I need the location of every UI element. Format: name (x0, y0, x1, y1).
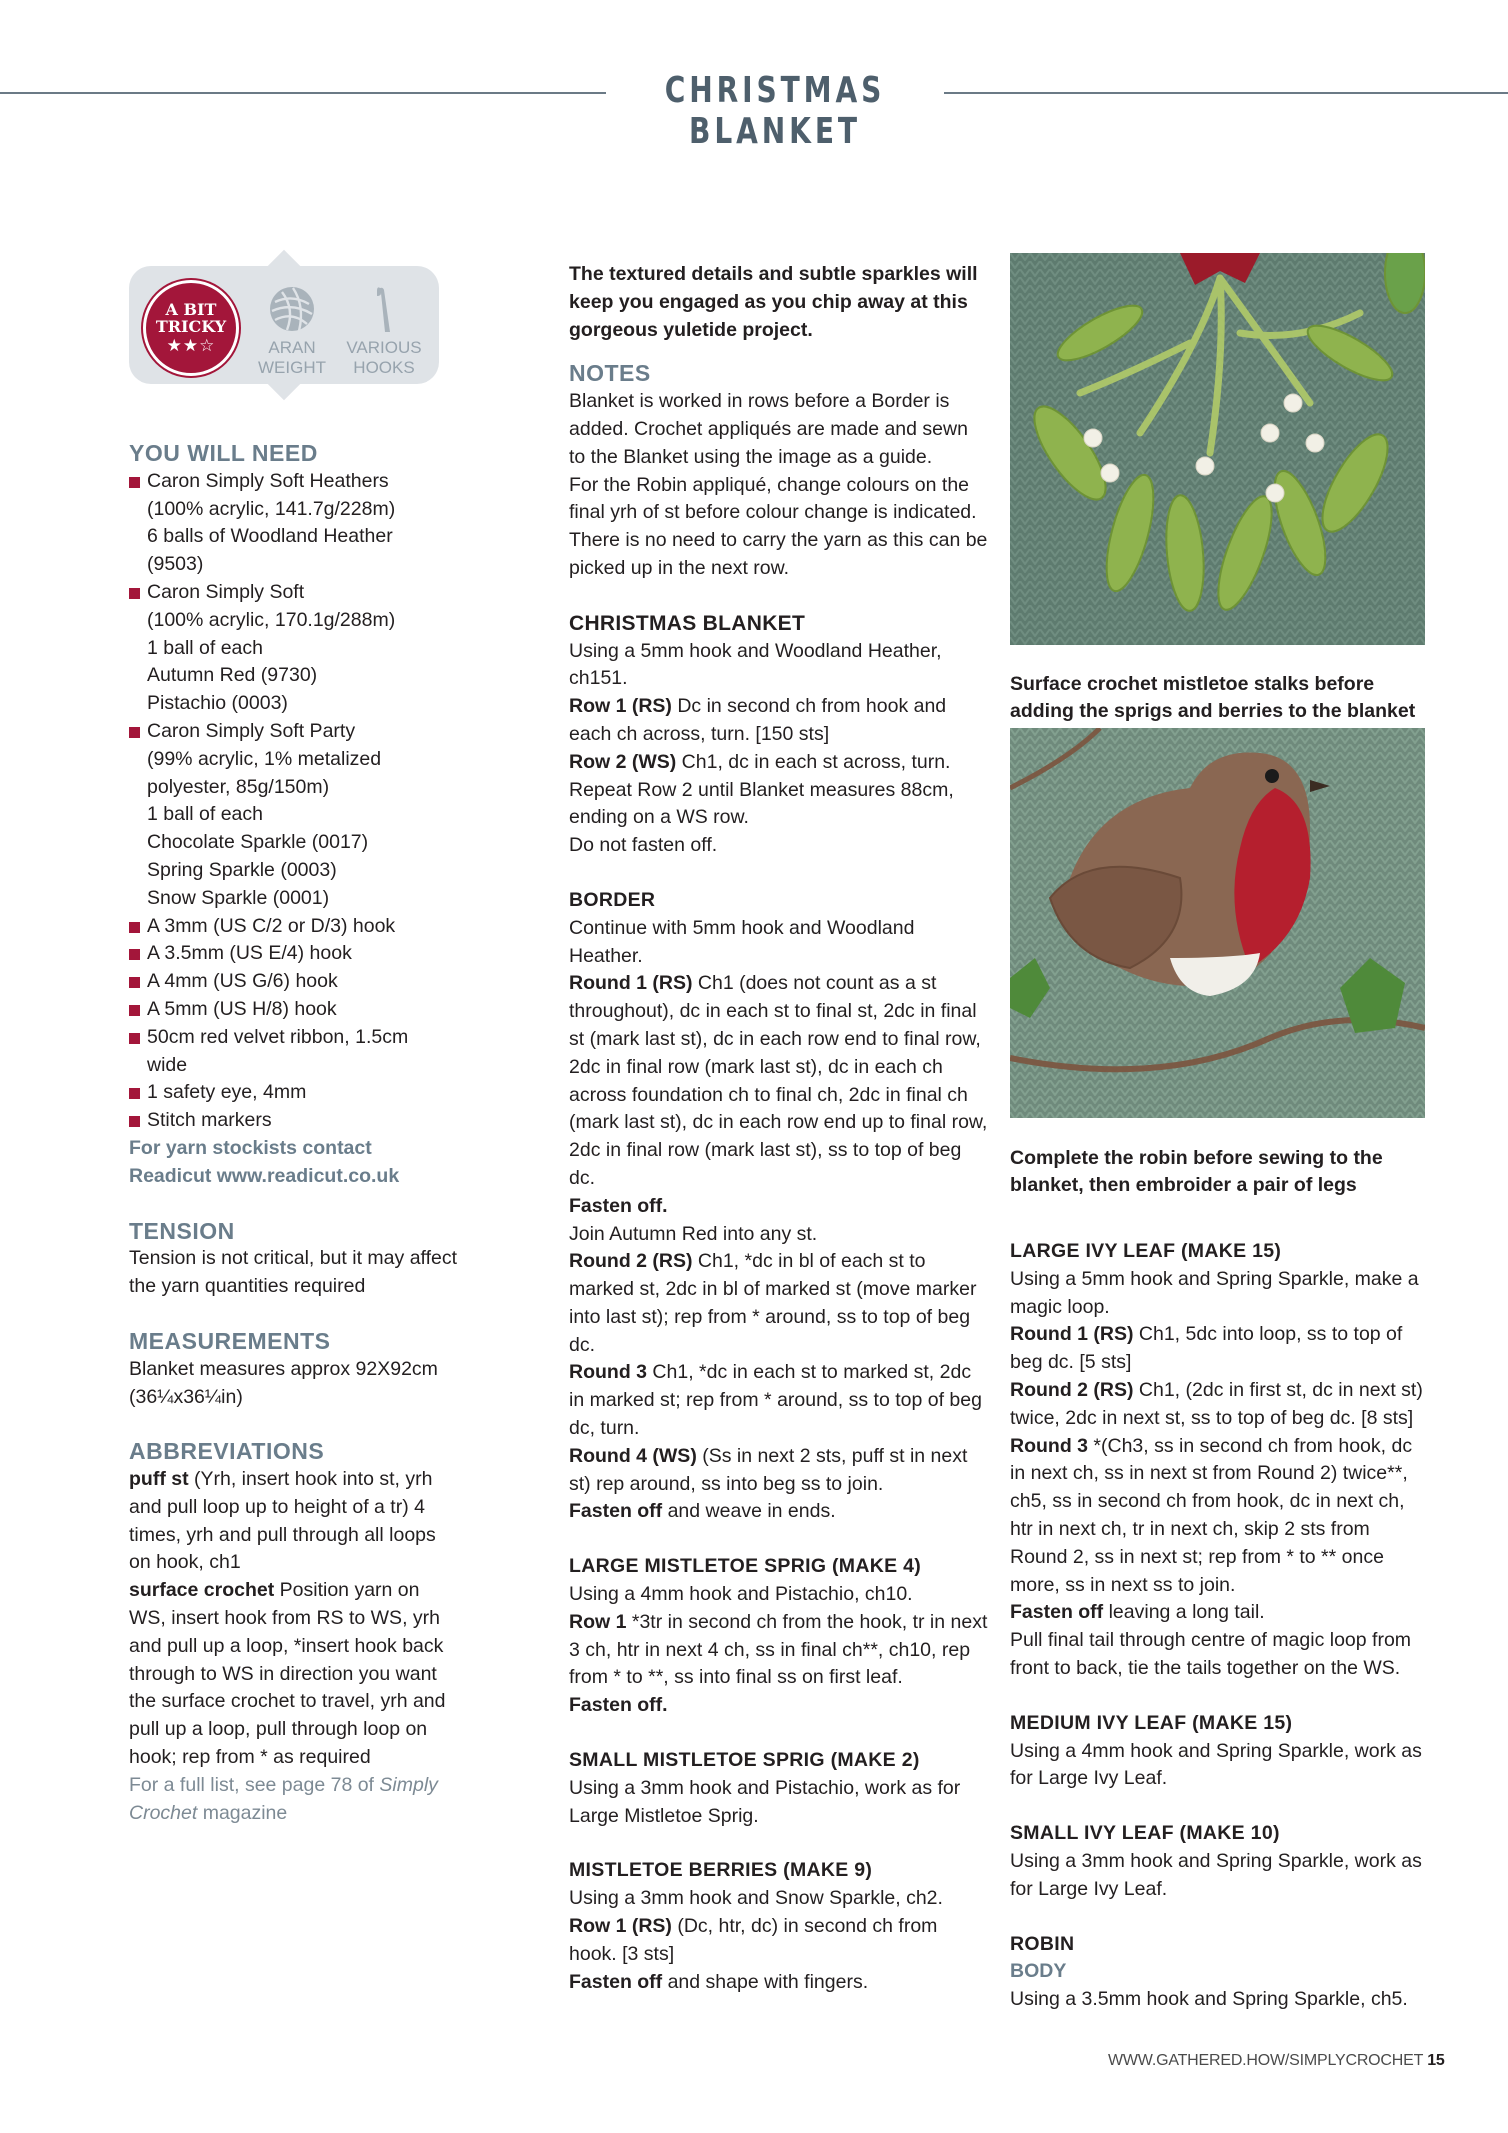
tension-text: Tension is not critical, but it may affect the yarn quantities required (129, 1247, 458, 1298)
bullet-icon (129, 977, 140, 988)
list-item: A 5mm (US H/8) hook (129, 996, 459, 1024)
bullet-icon (129, 477, 140, 488)
berries-heading: MISTLETOE BERRIES (MAKE 9) (569, 1859, 873, 1882)
robin-body-subheading: BODY (1010, 1960, 1067, 1983)
robin-photo (1010, 728, 1425, 1118)
list-item: 50cm red velvet ribbon, 1.5cm wide (129, 1024, 459, 1080)
bullet-icon (129, 1088, 140, 1099)
list-item: A 3.5mm (US E/4) hook (129, 940, 459, 968)
large-ivy-round3: Round 3 *(Ch3, ss in second ch from hook, dc in next ch, ss in next st from Round 2) twice**, ch5, ss in second ch from hook, dc in next ch, htr in next ch, tr in next ch, skip 2 sts from Round 2, ss in next st; rep from * to ** once more, ss in next ss to join. (1010, 1434, 1413, 1596)
small-ivy-heading: SMALL IVY LEAF (MAKE 10) (1010, 1822, 1280, 1845)
large-mistletoe-fasten: Fasten off. (569, 1694, 668, 1717)
header-rule-left (0, 92, 606, 94)
list-item: Caron Simply Soft Party (99% acrylic, 1% metalized polyester, 85g/150m) 1 ball of each Chocolate Sparkle (0017) Spring Sparkle (0003) Snow Sparkle (0001) (129, 718, 459, 913)
large-ivy-round2: Round 2 (RS) Ch1, (2dc in first st, dc in next st) twice, 2dc in next st, ss to top of beg dc. [8 sts] (1010, 1378, 1423, 1429)
large-mistletoe-row1: Row 1 *3tr in second ch from the hook, tr in next 3 ch, htr in next 4 ch, ss in final ch**, ch10, rep from * to **, ss into final ss on first leaf. (569, 1610, 988, 1689)
bullet-icon (129, 1033, 140, 1044)
yarn-weight (247, 284, 337, 378)
abbrev-puff-st: puff st (Yrh, insert hook into st, yrh and pull loop up to height of a tr) 4 times, yrh and pull through all loops on hook, ch1 (129, 1468, 436, 1574)
large-ivy-p1: Using a 5mm hook and Spring Sparkle, make a magic loop. (1010, 1267, 1419, 1318)
weight-line1: ARAN (268, 338, 316, 357)
small-mistletoe-p1: Using a 3mm hook and Pistachio, work as for Large Mistletoe Sprig. (569, 1776, 961, 1827)
border-round1: Round 1 (RS) Ch1 (does not count as a st throughout), dc in each st to final st, 2dc in final st (mark last st), dc in each row end to final row, 2dc in final row (mark last st), dc in each ch across foundation ch to final ch, 2dc in final ch (mark last st), dc in each row end up to final row, 2dc in final row (mark last st), ss to top of beg dc. (569, 972, 988, 1189)
medium-ivy-p1: Using a 4mm hook and Spring Sparkle, work as for Large Ivy Leaf. (1010, 1739, 1422, 1790)
border-p1: Continue with 5mm hook and Woodland Heather. (569, 916, 915, 967)
middle-column (569, 261, 989, 1996)
blanket-repeat: Repeat Row 2 until Blanket measures 88cm, ending on a WS row. (569, 778, 954, 829)
berries-p1: Using a 3mm hook and Snow Sparkle, ch2. (569, 1887, 943, 1910)
large-ivy-pull: Pull final tail through centre of magic loop from front to back, tie the tails together on the WS. (1010, 1629, 1412, 1679)
difficulty-badge (143, 280, 239, 376)
bullet-icon (129, 727, 140, 738)
border-fasten1: Fasten off. (569, 1194, 668, 1217)
yarn-ball-icon (267, 284, 317, 334)
footer-url[interactable]: WWW.GATHERED.HOW/SIMPLYCROCHET (1108, 2052, 1424, 2069)
large-ivy-heading: LARGE IVY LEAF (MAKE 15) (1010, 1240, 1282, 1262)
medium-ivy-heading: MEDIUM IVY LEAF (MAKE 15) (1010, 1711, 1293, 1734)
page-number: 15 (1427, 2052, 1445, 2069)
bullet-icon (129, 1005, 140, 1016)
skill-badge (129, 256, 439, 394)
blanket-p1: Using a 5mm hook and Woodland Heather, ch151. (569, 639, 942, 690)
mistletoe-caption: Surface crochet mistletoe stalks before adding the sprigs and berries to the blanket (1010, 672, 1416, 723)
difficulty-line2: TRICKY (155, 317, 227, 336)
bullet-icon (129, 922, 140, 933)
right-column (1010, 1238, 1425, 2014)
intro-text: The textured details and subtle sparkles will keep you engaged as you chip away at this gorgeous yuletide project. (569, 263, 978, 341)
crochet-hook-icon (359, 284, 409, 334)
list-item: 1 safety eye, 4mm (129, 1079, 459, 1107)
border-fasten2: Fasten off and weave in ends. (569, 1500, 836, 1523)
notes-heading: NOTES (569, 360, 651, 387)
header-rule-right (944, 92, 1508, 94)
hooks-line1: VARIOUS (346, 338, 422, 357)
mistletoe-photo (1010, 253, 1425, 645)
abbrev-surface-crochet: surface crochet Position yarn on WS, insert hook from RS to WS, yrh and pull up a loop, *insert hook back through to WS in direction you want the surface crochet to travel, yrh and pull up a loop, pull through loop on hook; rep from * as required (129, 1579, 446, 1769)
difficulty-stars: ★★☆ (166, 336, 216, 355)
notes-p2: For the Robin appliqué, change colours on the final yrh of st before colour change is indicated. There is no need to carry the yarn as this can be picked up in the next row. (569, 473, 988, 579)
difficulty-line1: A BIT (165, 300, 217, 319)
you-will-need-heading: YOU WILL NEED (129, 440, 318, 466)
large-mistletoe-heading: LARGE MISTLETOE SPRIG (MAKE 4) (569, 1555, 922, 1578)
notes-p1: Blanket is worked in rows before a Border is added. Crochet appliqués are made and sewn to the Blanket using the image as a guide. (569, 390, 968, 468)
list-item: Stitch markers (129, 1107, 459, 1135)
bullet-icon (129, 949, 140, 960)
border-round3: Round 3 Ch1, *dc in each st to marked st, 2dc in marked st; rep from * around, ss to top of beg dc, turn. (569, 1361, 982, 1440)
measurements-text: Blanket measures approx 92X92cm (36¼x36¼in) (129, 1357, 438, 1408)
list-item: A 3mm (US C/2 or D/3) hook (129, 913, 459, 941)
stockist-contact-line2[interactable]: Readicut www.readicut.co.uk (129, 1164, 400, 1187)
border-join: Join Autumn Red into any st. (569, 1222, 818, 1245)
large-ivy-fasten: Fasten off leaving a long tail. (1010, 1601, 1265, 1624)
measurements-heading: MEASUREMENTS (129, 1327, 331, 1354)
border-round2: Round 2 (RS) Ch1, *dc in bl of each st to marked st, 2dc in bl of marked st (move marker into last st); rep from * around, ss to top of beg dc. (569, 1250, 977, 1356)
stockist-contact-line1: For yarn stockists contact (129, 1136, 372, 1159)
robin-heading: ROBIN (1010, 1932, 1075, 1955)
page-title: CHRISTMAS BLANKET (664, 70, 886, 152)
small-ivy-p1: Using a 3mm hook and Spring Sparkle, work as for Large Ivy Leaf. (1010, 1849, 1422, 1900)
list-item: A 4mm (US G/6) hook (129, 968, 459, 996)
list-item: Caron Simply Soft (100% acrylic, 170.1g/288m) 1 ball of each Autumn Red (9730) Pistachio (0003) (129, 579, 459, 718)
berries-fasten: Fasten off and shape with fingers. (569, 1970, 869, 1993)
robin-caption: Complete the robin before sewing to the blanket, then embroider a pair of legs (1010, 1146, 1383, 1197)
blanket-row2: Row 2 (WS) Ch1, dc in each st across, turn. (569, 750, 951, 773)
weight-line2: WEIGHT (258, 358, 326, 377)
small-mistletoe-heading: SMALL MISTLETOE SPRIG (MAKE 2) (569, 1749, 920, 1772)
hooks-line2: HOOKS (353, 358, 415, 377)
full-list-note: For a full list, see page 78 of Simply Crochet magazine (129, 1773, 438, 1824)
list-item: Caron Simply Soft Heathers (100% acrylic, 141.7g/228m) 6 balls of Woodland Heather (9503) (129, 468, 459, 579)
materials-list (129, 468, 459, 1135)
bullet-icon (129, 1116, 140, 1127)
page-header (0, 70, 1508, 152)
blanket-row1: Row 1 (RS) Dc in second ch from hook and each ch across, turn. [150 sts] (569, 695, 947, 745)
abbreviations-heading: ABBREVIATIONS (129, 1438, 325, 1465)
tension-heading: TENSION (129, 1217, 235, 1244)
border-heading: BORDER (569, 888, 656, 911)
hook-size (339, 284, 429, 378)
mistletoe-illustration (1010, 253, 1425, 645)
robin-p1: Using a 3.5mm hook and Spring Sparkle, ch5. (1010, 1988, 1408, 2011)
border-round4: Round 4 (WS) (Ss in next 2 sts, puff st in next st) rep around, ss into beg ss to join. (569, 1444, 968, 1495)
robin-illustration (1010, 728, 1425, 1118)
blanket-fasten: Do not fasten off. (569, 834, 718, 857)
left-column (129, 440, 459, 1827)
bullet-icon (129, 588, 140, 599)
blanket-heading: CHRISTMAS BLANKET (569, 611, 806, 635)
page-footer (1108, 2052, 1445, 2070)
large-mistletoe-p1: Using a 4mm hook and Pistachio, ch10. (569, 1583, 913, 1606)
berries-row1: Row 1 (RS) (Dc, htr, dc) in second ch from hook. [3 sts] (569, 1915, 938, 1965)
large-ivy-round1: Round 1 (RS) Ch1, 5dc into loop, ss to top of beg dc. [5 sts] (1010, 1323, 1403, 1374)
